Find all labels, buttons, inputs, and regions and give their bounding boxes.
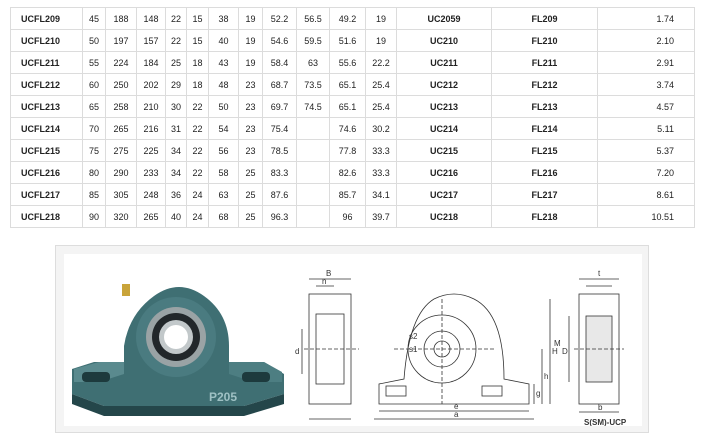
table-cell: 75.4 bbox=[263, 118, 297, 140]
label-s2: s2 bbox=[409, 332, 418, 341]
table-cell: 31 bbox=[166, 118, 187, 140]
table-cell: 90 bbox=[83, 206, 106, 228]
table-cell: UCFL211 bbox=[11, 52, 83, 74]
table-cell: 25 bbox=[239, 184, 263, 206]
table-cell: 36 bbox=[166, 184, 187, 206]
table-cell: 43 bbox=[209, 52, 239, 74]
table-cell: 22 bbox=[187, 118, 209, 140]
table-cell: 188 bbox=[106, 8, 137, 30]
table-cell: 5.37 bbox=[598, 140, 695, 162]
table-row bbox=[11, 162, 695, 184]
table-cell: 25 bbox=[239, 206, 263, 228]
table-cell: 56 bbox=[209, 140, 239, 162]
table-cell: 63 bbox=[297, 52, 330, 74]
bearing-photo bbox=[72, 284, 284, 416]
table-cell: 58.4 bbox=[263, 52, 297, 74]
table-cell: 23 bbox=[239, 96, 263, 118]
table-cell: 233 bbox=[137, 162, 166, 184]
table-cell: 320 bbox=[106, 206, 137, 228]
table-cell: UC213 bbox=[397, 96, 492, 118]
table-cell: 3.74 bbox=[598, 74, 695, 96]
table-cell: 148 bbox=[137, 8, 166, 30]
table-cell: FL211 bbox=[492, 52, 598, 74]
grease-nipple bbox=[122, 284, 130, 296]
table-cell: UCFL215 bbox=[11, 140, 83, 162]
front-bolt-slot-right bbox=[482, 386, 502, 396]
label-M: M bbox=[554, 339, 561, 348]
label-d: d bbox=[295, 347, 300, 356]
table-cell: UC215 bbox=[397, 140, 492, 162]
table-cell: 23 bbox=[239, 74, 263, 96]
table-row bbox=[11, 30, 695, 52]
table-cell: 33.3 bbox=[366, 162, 397, 184]
table-cell: 265 bbox=[137, 206, 166, 228]
table-cell: 74.5 bbox=[297, 96, 330, 118]
label-e: e bbox=[454, 402, 459, 411]
table-cell bbox=[297, 184, 330, 206]
table-cell: UCFL214 bbox=[11, 118, 83, 140]
table-cell: 68.7 bbox=[263, 74, 297, 96]
table-cell: 30.2 bbox=[366, 118, 397, 140]
table-row bbox=[11, 118, 695, 140]
section-view-drawing bbox=[569, 279, 624, 412]
label-t: t bbox=[598, 269, 601, 278]
label-s1: s1 bbox=[409, 345, 418, 354]
side-view-drawing bbox=[302, 279, 359, 419]
table-cell: 68 bbox=[209, 206, 239, 228]
front-view-drawing bbox=[374, 294, 550, 419]
table-cell: UCFL217 bbox=[11, 184, 83, 206]
table-cell: 70 bbox=[83, 118, 106, 140]
table-cell: 25.4 bbox=[366, 96, 397, 118]
table-cell: FL217 bbox=[492, 184, 598, 206]
table-cell: 157 bbox=[137, 30, 166, 52]
table-cell: 4.57 bbox=[598, 96, 695, 118]
table-cell: 55 bbox=[83, 52, 106, 74]
table-cell: 248 bbox=[137, 184, 166, 206]
figure-svg bbox=[64, 254, 642, 426]
table-row bbox=[11, 52, 695, 74]
table-cell: UC2059 bbox=[397, 8, 492, 30]
table-cell: 24 bbox=[187, 184, 209, 206]
label-h: h bbox=[544, 372, 549, 381]
table-row bbox=[11, 140, 695, 162]
table-cell: UC218 bbox=[397, 206, 492, 228]
table-cell: UCFL213 bbox=[11, 96, 83, 118]
table-cell: 77.8 bbox=[330, 140, 366, 162]
table-cell: 184 bbox=[137, 52, 166, 74]
table-cell: 65 bbox=[83, 96, 106, 118]
table-cell: 25 bbox=[166, 52, 187, 74]
figure-caption: S(SM)-UCP bbox=[584, 418, 627, 426]
table-cell bbox=[297, 140, 330, 162]
table-cell: UC216 bbox=[397, 162, 492, 184]
table-cell: 75 bbox=[83, 140, 106, 162]
table-cell: 216 bbox=[137, 118, 166, 140]
table-cell: FL212 bbox=[492, 74, 598, 96]
table-cell: 74.6 bbox=[330, 118, 366, 140]
table-cell: 5.11 bbox=[598, 118, 695, 140]
table-cell: 25 bbox=[239, 162, 263, 184]
table-cell: FL210 bbox=[492, 30, 598, 52]
table-row bbox=[11, 96, 695, 118]
table-cell: 48 bbox=[209, 74, 239, 96]
bolt-slot-left bbox=[82, 372, 110, 382]
product-figure bbox=[55, 245, 649, 433]
table-cell: UCFL216 bbox=[11, 162, 83, 184]
table-cell: FL216 bbox=[492, 162, 598, 184]
table-cell: 19 bbox=[366, 30, 397, 52]
table-row bbox=[11, 74, 695, 96]
table-cell: UC211 bbox=[397, 52, 492, 74]
table-cell: 73.5 bbox=[297, 74, 330, 96]
table-cell: FL213 bbox=[492, 96, 598, 118]
table-cell: 258 bbox=[106, 96, 137, 118]
label-B: B bbox=[326, 269, 332, 278]
table-cell: 34 bbox=[166, 162, 187, 184]
table-cell: 305 bbox=[106, 184, 137, 206]
table-cell: 82.6 bbox=[330, 162, 366, 184]
table-cell: 85.7 bbox=[330, 184, 366, 206]
table-cell bbox=[297, 118, 330, 140]
front-bolt-slot-left bbox=[386, 386, 406, 396]
table-cell: 96 bbox=[330, 206, 366, 228]
table-cell: 275 bbox=[106, 140, 137, 162]
label-b: b bbox=[598, 403, 603, 412]
dimension-labels bbox=[295, 269, 603, 419]
table-cell: 54.6 bbox=[263, 30, 297, 52]
table-cell: 210 bbox=[137, 96, 166, 118]
table-cell: 18 bbox=[187, 52, 209, 74]
table-cell: 19 bbox=[239, 52, 263, 74]
label-D: D bbox=[562, 347, 568, 356]
table-cell: 22 bbox=[187, 96, 209, 118]
table-cell: 65.1 bbox=[330, 74, 366, 96]
table-cell: FL209 bbox=[492, 8, 598, 30]
casting-text: P205 bbox=[209, 390, 238, 404]
table-cell: 49.2 bbox=[330, 8, 366, 30]
table-cell: 39.7 bbox=[366, 206, 397, 228]
table-cell: 40 bbox=[166, 206, 187, 228]
label-H: H bbox=[552, 347, 558, 356]
table-cell: 15 bbox=[187, 8, 209, 30]
table-cell: 52.2 bbox=[263, 8, 297, 30]
table-cell: UC217 bbox=[397, 184, 492, 206]
table-cell: 30 bbox=[166, 96, 187, 118]
table-cell: 78.5 bbox=[263, 140, 297, 162]
table-cell: UCFL212 bbox=[11, 74, 83, 96]
label-g: g bbox=[536, 389, 541, 398]
table-cell: FL214 bbox=[492, 118, 598, 140]
table-cell: 7.20 bbox=[598, 162, 695, 184]
table-cell: 56.5 bbox=[297, 8, 330, 30]
table-cell: 18 bbox=[187, 74, 209, 96]
bolt-slot-right bbox=[242, 372, 270, 382]
table-cell: 69.7 bbox=[263, 96, 297, 118]
table-cell: 38 bbox=[209, 8, 239, 30]
table-body bbox=[11, 8, 695, 228]
table-cell: 202 bbox=[137, 74, 166, 96]
table-cell: 65.1 bbox=[330, 96, 366, 118]
table-cell: UCFL210 bbox=[11, 30, 83, 52]
table-cell: UC212 bbox=[397, 74, 492, 96]
table-cell: 87.6 bbox=[263, 184, 297, 206]
table-cell: 8.61 bbox=[598, 184, 695, 206]
table-cell: 55.6 bbox=[330, 52, 366, 74]
table-cell: 45 bbox=[83, 8, 106, 30]
table-cell bbox=[297, 206, 330, 228]
table-cell: 51.6 bbox=[330, 30, 366, 52]
table-cell: 50 bbox=[83, 30, 106, 52]
figure-panel bbox=[64, 254, 642, 426]
table-cell: 290 bbox=[106, 162, 137, 184]
table-cell: 19 bbox=[239, 30, 263, 52]
table-cell: 2.10 bbox=[598, 30, 695, 52]
table-cell: 50 bbox=[209, 96, 239, 118]
table-cell: UC214 bbox=[397, 118, 492, 140]
table-cell: 25.4 bbox=[366, 74, 397, 96]
table-cell: 85 bbox=[83, 184, 106, 206]
table-cell: 265 bbox=[106, 118, 137, 140]
table-cell: 197 bbox=[106, 30, 137, 52]
table-cell: 224 bbox=[106, 52, 137, 74]
table-cell: 80 bbox=[83, 162, 106, 184]
table-cell: UCFL209 bbox=[11, 8, 83, 30]
table-cell: 22.2 bbox=[366, 52, 397, 74]
table-cell: 1.74 bbox=[598, 8, 695, 30]
table-cell: 34.1 bbox=[366, 184, 397, 206]
table-cell: 15 bbox=[187, 30, 209, 52]
table-cell: 63 bbox=[209, 184, 239, 206]
table-cell: 58 bbox=[209, 162, 239, 184]
table-cell: 2.91 bbox=[598, 52, 695, 74]
table-cell: 22 bbox=[166, 30, 187, 52]
table-row bbox=[11, 206, 695, 228]
table-cell: UCFL218 bbox=[11, 206, 83, 228]
table-cell: 83.3 bbox=[263, 162, 297, 184]
table-cell: 22 bbox=[187, 140, 209, 162]
table-cell: 34 bbox=[166, 140, 187, 162]
table-cell: FL218 bbox=[492, 206, 598, 228]
table-cell: FL215 bbox=[492, 140, 598, 162]
table-cell: 60 bbox=[83, 74, 106, 96]
table-cell: 225 bbox=[137, 140, 166, 162]
table-cell: 96.3 bbox=[263, 206, 297, 228]
table-cell: 33.3 bbox=[366, 140, 397, 162]
table-row bbox=[11, 184, 695, 206]
bore-hole bbox=[164, 325, 188, 349]
table-cell: 24 bbox=[187, 206, 209, 228]
label-a: a bbox=[454, 410, 459, 419]
label-n: n bbox=[322, 277, 327, 286]
table-cell: 23 bbox=[239, 140, 263, 162]
table-cell: 19 bbox=[239, 8, 263, 30]
spec-table bbox=[10, 7, 695, 228]
table-cell: 54 bbox=[209, 118, 239, 140]
table-cell: 23 bbox=[239, 118, 263, 140]
table-cell: 250 bbox=[106, 74, 137, 96]
table-cell: 19 bbox=[366, 8, 397, 30]
table-row bbox=[11, 8, 695, 30]
table-cell bbox=[297, 162, 330, 184]
table-cell: 22 bbox=[187, 162, 209, 184]
table-cell: 22 bbox=[166, 8, 187, 30]
table-cell: 59.5 bbox=[297, 30, 330, 52]
table-cell: 40 bbox=[209, 30, 239, 52]
table-cell: 10.51 bbox=[598, 206, 695, 228]
table-cell: 29 bbox=[166, 74, 187, 96]
table-cell: UC210 bbox=[397, 30, 492, 52]
